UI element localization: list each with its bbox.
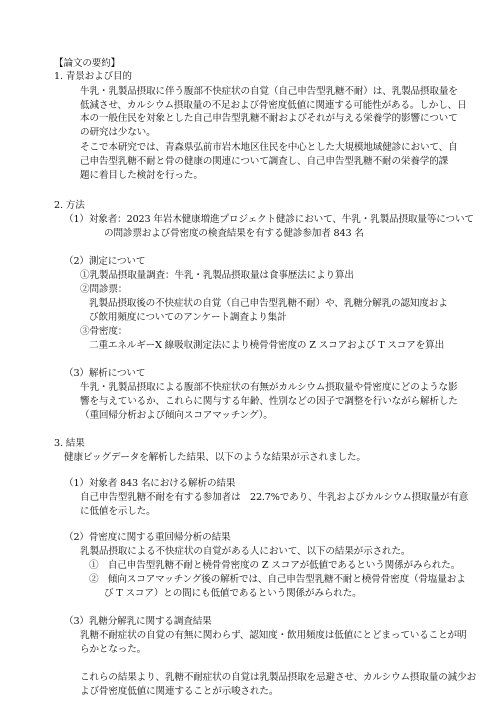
section-1-title: 1. 青景および目的 <box>54 71 132 82</box>
analysis-title: （3）解析について <box>64 368 146 379</box>
section-1-p1-line: の研究は少ない。 <box>80 127 156 138</box>
result-3-title: （3）乳糖分解乳に関する調査結果 <box>64 616 212 627</box>
result-1-line: 自己申告型乳糖不耐を有する参加者は 22.7%であり、牛乳およびカルシウム摂取量が有意 <box>80 492 469 503</box>
section-3-title: 3. 結果 <box>54 438 85 449</box>
section-1-p2-line: 題に着目した検討を行った。 <box>80 170 203 181</box>
section-2-title: 2. 方法 <box>54 200 85 211</box>
measurement-item-2-line: び飲用頻度についてのアンケート調査より集計 <box>89 312 287 323</box>
subjects-line: の問診票および骨密度の検査結果を有する健診参加者 843 名 <box>104 228 364 239</box>
measurement-item-3-line: 二重エネルギーX 線吸収測定法により橈骨骨密度の Z スコアおよび T スコアを算出 <box>89 340 445 351</box>
result-2-title: （2）骨密度に関する重回帰分析の結果 <box>64 532 231 543</box>
result-3-line: らかとなった。 <box>80 644 147 655</box>
summary-heading: 【論文の要約】 <box>54 58 121 69</box>
result-2-item-2: ② 傾向スコアマッチング後の解析では、自己申告型乳糖不耐と橈骨骨密度（骨塩量およ <box>89 574 466 585</box>
result-1-title: （1）対象者 843 名における解析の結果 <box>64 478 236 489</box>
result-2-intro: 乳製品摂取による不快症状の自覚がある人において、以下の結果が示された。 <box>80 546 411 557</box>
results-intro: 健康ビッグデータを解析した結果、以下のような結果が示されました。 <box>64 452 366 463</box>
result-3-line: 乳糖不耐症状の自覚の有無に関わらず、認知度・飲用頻度は低値にとどまっていることが明 <box>80 630 467 641</box>
measurement-item-1: ①乳製品摂取量調査：牛乳・乳製品摂取量は食事歴法により算出 <box>80 270 354 281</box>
measurement-item-2-line: 乳製品摂取後の不快症状の自覚（自己申告型乳糖不耐）や、乳糖分解乳の認知度およ <box>89 298 448 309</box>
measurement-title: （2）測定について <box>64 256 146 267</box>
analysis-line: 響を与えているか、これらに関与する年齢、性別などの因子で調整を行いながら解析した <box>80 396 458 407</box>
measurement-item-3-title: ③骨密度： <box>80 326 128 337</box>
analysis-line: 牛乳・乳製品摂取による腹部不快症状の有無がカルシウム摂取量や骨密度にどのような影 <box>80 382 458 393</box>
measurement-item-2-title: ②問診票： <box>80 284 128 295</box>
analysis-line: （重回帰分析および傾向スコアマッチング）。 <box>80 410 273 421</box>
conclusion-line: よび骨密度低値に関連することが示唆された。 <box>80 686 279 697</box>
section-1-p2-line: 己申告型乳糖不耐と骨の健康の関連について調査し、自己申告型乳糖不耐の栄養学的課 <box>80 156 449 167</box>
section-1-p1-line: 低減させ、カルシウム摂取量の不足および骨密度低値に関連する可能性がある。しかし、日 <box>80 100 467 111</box>
conclusion-line: これらの結果より、乳糖不耐症状の自覚は乳製品摂取を忌避させ、カルシウム摂取量の減少お <box>80 672 477 683</box>
section-1-p2-line: そこで本研究では、青森県弘前市岩木地区住民を中心とした大規模地域健診において、自 <box>80 142 458 153</box>
result-1-line: に低値を示した。 <box>80 506 156 517</box>
result-2-item-1: ① 自己申告型乳糖不耐と橈骨骨密度の Z スコアが低値であるという関係がみられた。 <box>89 560 461 571</box>
result-2-item-2-cont: び T スコア）との間にも低値であるという関係がみられた。 <box>104 588 362 599</box>
subjects-line: （1）対象者：2023 年岩木健康増進プロジェクト健診において、牛乳・乳製品摂取量等について <box>64 214 474 225</box>
section-1-p1-line: 本の一般住民を対象とした自己申告型乳糖不耐およびそれが与える栄養学的影響について <box>80 113 458 124</box>
section-1-p1-line: 牛乳・乳製品摂取に伴う腹部不快症状の自覚（自己申告型乳糖不耐）は、乳製品摂取量を <box>80 86 458 97</box>
